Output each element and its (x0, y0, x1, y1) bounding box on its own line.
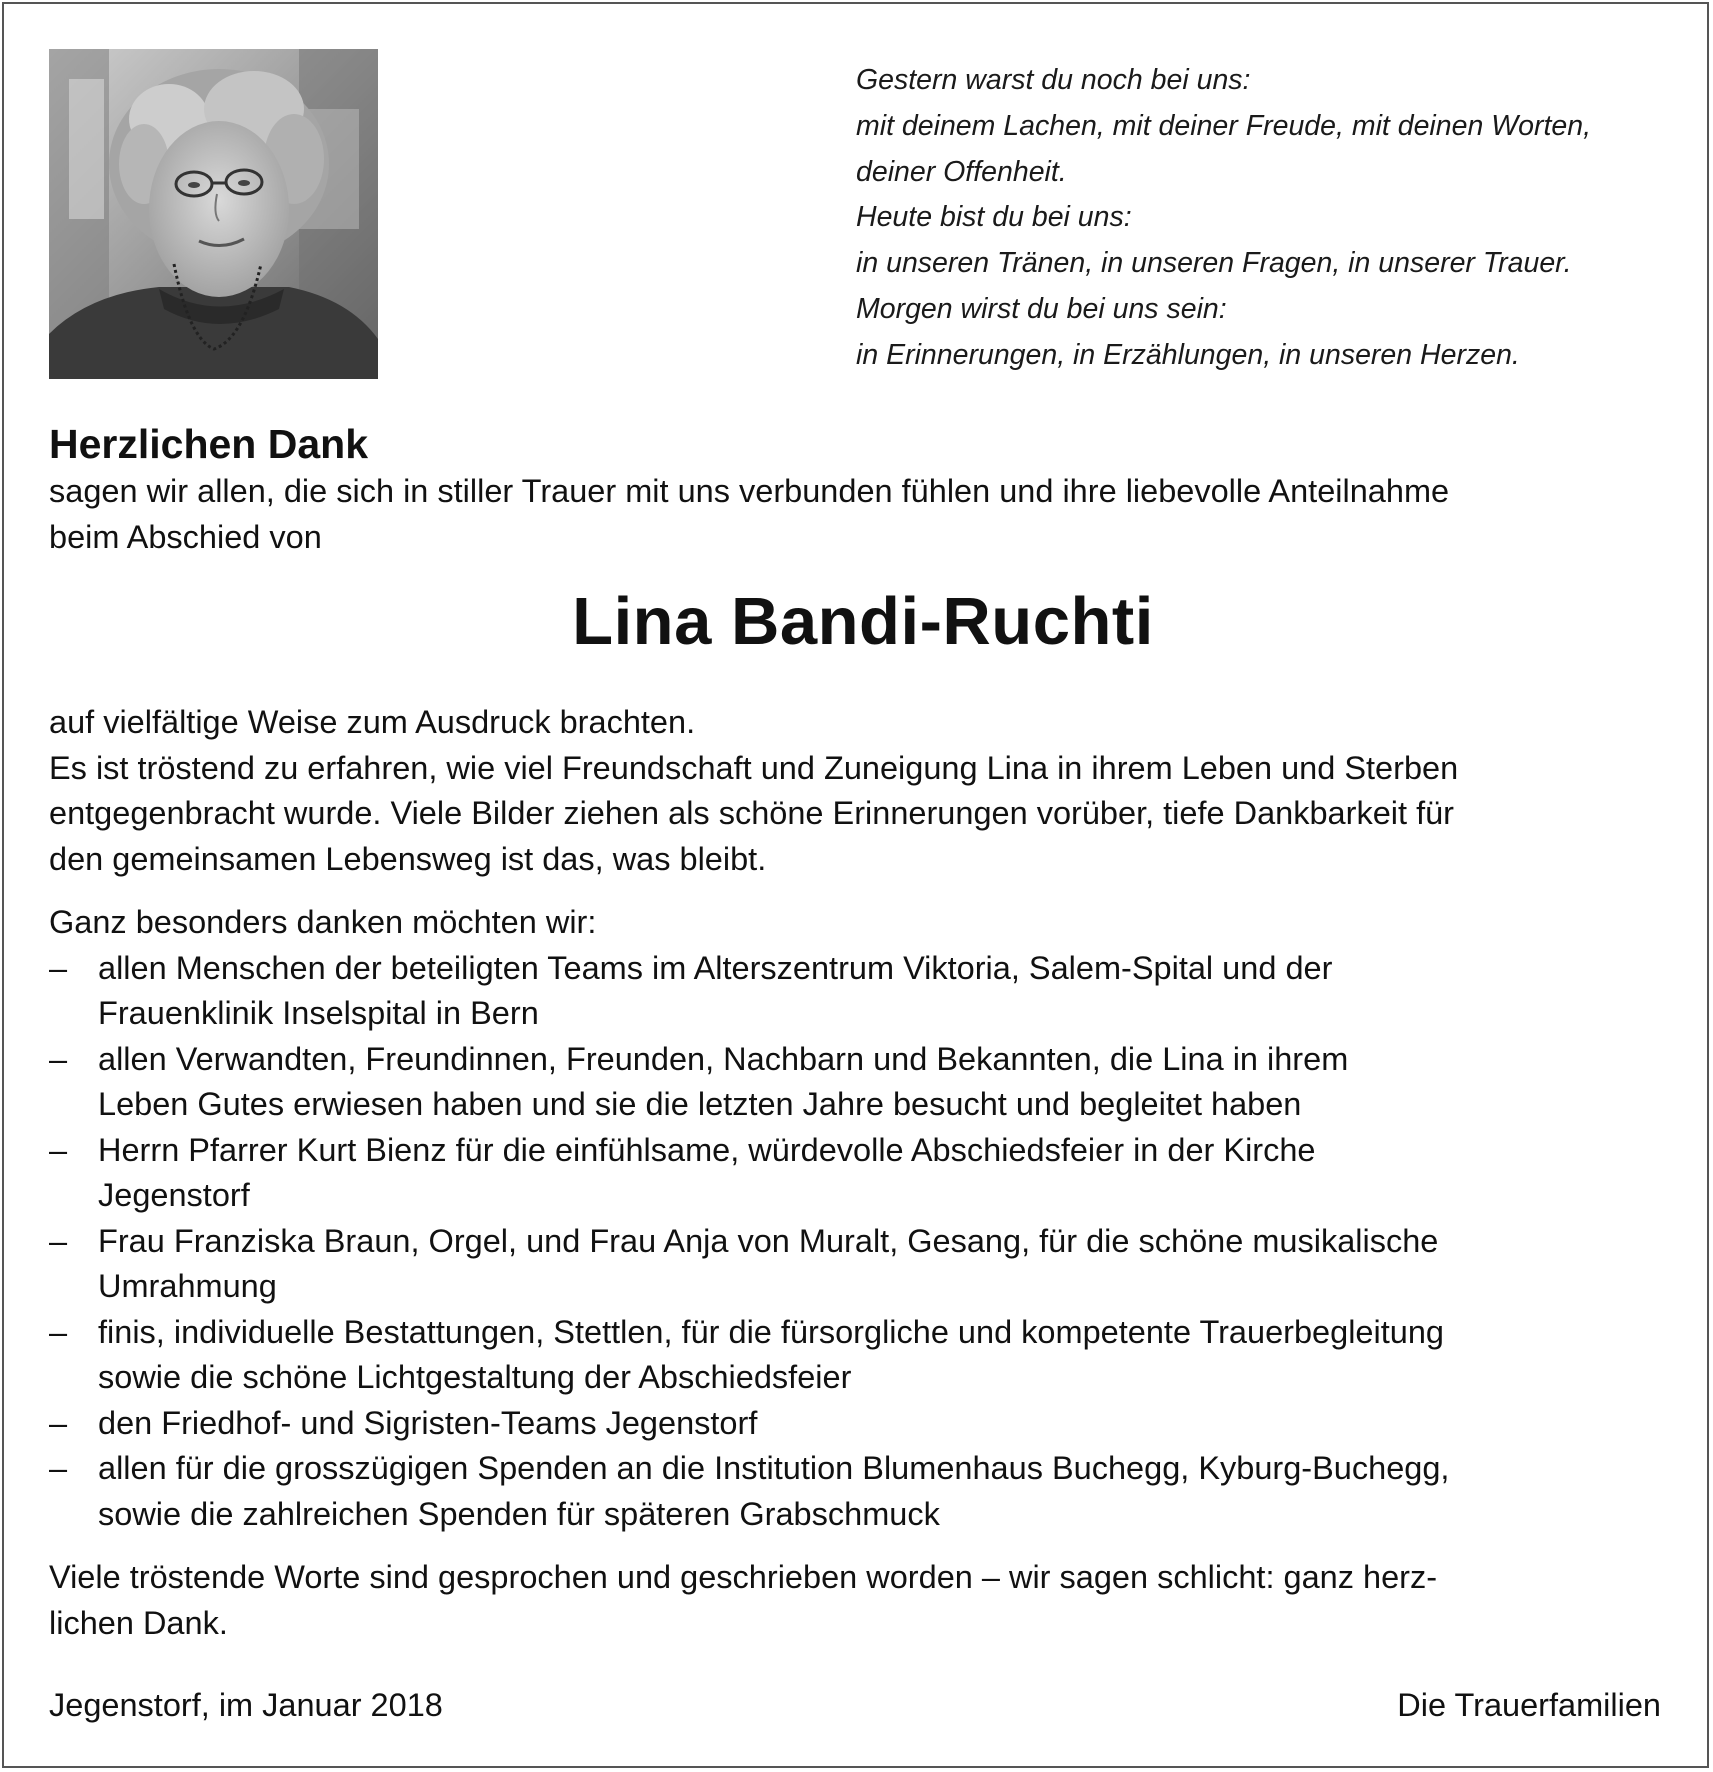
intro-line: beim Abschied von (49, 518, 322, 555)
dash-bullet: – (49, 949, 68, 986)
place-date: Jegenstorf, im Januar 2018 (49, 1687, 443, 1723)
list-item-line: den Friedhof- und Sigristen-Teams Jegenstorf (98, 1404, 758, 1441)
list-item-line: sowie die zahlreichen Spenden für späteren Grabschmuck (98, 1495, 940, 1532)
list-item-line: finis, individuelle Bestattungen, Stettlen, für die fürsorgliche und kompetente Trauerbegleitung (98, 1313, 1444, 1350)
poem-line: in Erinnerungen, in Erzählungen, in unseren Herzen. (856, 338, 1520, 371)
poem-line: deiner Offenheit. (856, 155, 1067, 188)
list-item (49, 1128, 1669, 1219)
signature: Die Trauerfamilien (1397, 1687, 1661, 1723)
list-item-line: Jegenstorf (98, 1177, 250, 1213)
list-item-line: Leben Gutes erwiesen haben und sie die letzten Jahre besucht und begleitet haben (98, 1086, 1302, 1122)
body-line: entgegenbracht wurde. Viele Bilder ziehen als schöne Erinnerungen vorüber, tiefe Dankbarkeit für (49, 795, 1454, 831)
thanks-intro: Ganz besonders danken möchten wir: (49, 904, 597, 940)
list-item-line: Umrahmung (98, 1268, 277, 1304)
poem (856, 58, 1676, 379)
list-item-line: sowie die schöne Lichtgestaltung der Abschiedsfeier (98, 1359, 852, 1395)
dash-bullet: – (49, 1040, 68, 1077)
poem-line: Gestern warst du noch bei uns: (856, 64, 1251, 96)
notice-body (49, 419, 1669, 1646)
dash-bullet: – (49, 1222, 68, 1259)
thanks-list (49, 946, 1669, 1538)
list-item-line: allen Verwandten, Freundinnen, Freunden, Nachbarn und Bekannten, die Lina in ihrem (98, 1040, 1349, 1077)
spacer (49, 1537, 1669, 1555)
poem-line: Heute bist du bei uns: (856, 201, 1132, 234)
spacer (49, 882, 1669, 900)
portrait-photo-icon (49, 49, 378, 379)
dash-bullet: – (49, 1313, 68, 1350)
dash-bullet: – (49, 1131, 68, 1168)
intro-line: sagen wir allen, die sich in stiller Trauer mit uns verbunden fühlen und ihre liebevolle Anteilnahme (49, 473, 1450, 509)
body-line: Es ist tröstend zu erfahren, wie viel Freundschaft und Zuneigung Lina in ihrem Leben und Sterben (49, 749, 1459, 786)
list-item-line: Herrn Pfarrer Kurt Bienz für die einfühlsame, würdevolle Abschiedsfeier in der Kirche (98, 1131, 1316, 1168)
poem-line: in unseren Tränen, in unseren Fragen, in unserer Trauer. (856, 247, 1572, 280)
list-item-line: Frau Franziska Braun, Orgel, und Frau Anja von Muralt, Gesang, für die schöne musikalische (98, 1222, 1439, 1259)
deceased-name: Lina Bandi-Ruchti (572, 584, 1154, 659)
list-item (49, 1037, 1669, 1128)
poem-line: mit deinem Lachen, mit deiner Freude, mit deinen Worten, (856, 109, 1592, 142)
list-item-line: Frauenklinik Inselspital in Bern (98, 995, 539, 1031)
body-line: den gemeinsamen Lebensweg ist das, was bleibt. (49, 840, 767, 877)
list-item-line: allen Menschen der beteiligten Teams im Alterszentrum Viktoria, Salem-Spital und der (98, 949, 1333, 986)
dash-bullet: – (49, 1404, 68, 1441)
dash-bullet: – (49, 1450, 68, 1486)
list-item (49, 1310, 1669, 1401)
poem-line: Morgen wirst du bei uns sein: (856, 292, 1227, 325)
list-item (49, 1446, 1669, 1537)
list-item-line: allen für die grosszügigen Spenden an die Institution Blumenhaus Buchegg, Kyburg-Buchegg, (98, 1450, 1450, 1486)
heading: Herzlichen Dank (49, 421, 368, 467)
list-item (49, 946, 1669, 1037)
list-item (49, 1219, 1669, 1310)
body-line: auf vielfältige Weise zum Ausdruck brachten. (49, 704, 696, 740)
list-item (49, 1401, 1669, 1447)
closing-line: Viele tröstende Worte sind gesprochen und geschrieben worden – wir sagen schlicht: ganz herz- (49, 1559, 1438, 1595)
closing-line: lichen Dank. (49, 1604, 228, 1641)
portrait-photo (49, 49, 378, 379)
